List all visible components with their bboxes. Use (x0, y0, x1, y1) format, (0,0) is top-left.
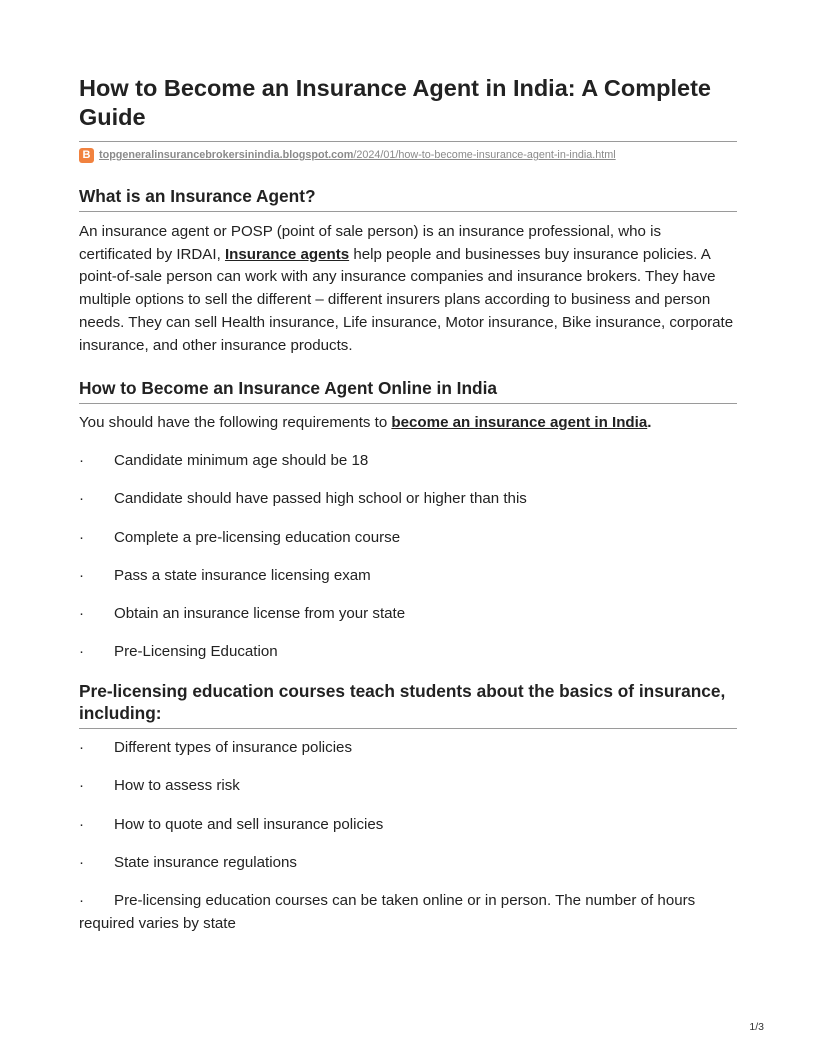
blogger-icon: B (79, 148, 94, 163)
list-item (79, 737, 737, 760)
bullet-dot: · (79, 815, 85, 833)
list-item-text: Pre-licensing education courses can be taken online or in person. The number of hours required varies by state (79, 892, 696, 932)
list-item-text: Obtain an insurance license from your state (114, 605, 406, 623)
list-item (79, 775, 737, 798)
list-item-text: State insurance regulations (114, 854, 297, 871)
list-item (79, 488, 737, 511)
bullet-dot: · (79, 605, 85, 623)
list-item-text: How to assess risk (114, 777, 240, 795)
list-item (79, 527, 737, 550)
become-agent-link[interactable]: become an insurance agent in India (391, 414, 648, 432)
paragraph-intro (79, 221, 737, 357)
source-link[interactable] (99, 149, 616, 161)
list-item (79, 814, 737, 837)
list-item-text: Complete a pre-licensing education course (114, 528, 401, 546)
bullet-dot: · (79, 854, 85, 871)
heading-prelicensing: Pre-licensing education courses teach students about the basics of insurance, including: (79, 680, 737, 729)
page-number: 1/3 (749, 1021, 764, 1033)
bullet-dot: · (79, 490, 85, 508)
list-item-text: Pass a state insurance licensing exam (114, 566, 371, 584)
bullet-dot: · (79, 892, 85, 910)
document-page (79, 74, 737, 936)
list-item (79, 565, 737, 588)
paragraph-requirements (79, 412, 737, 435)
prelicensing-list (79, 737, 737, 936)
list-item-text: Different types of insurance policies (114, 739, 352, 757)
insurance-agents-link[interactable]: Insurance agents (224, 245, 350, 263)
heading-how-to-become: How to Become an Insurance Agent Online in India (79, 377, 737, 404)
source-domain: topgeneralinsurancebrokersinindia.blogspot.com (99, 149, 354, 161)
bullet-dot: · (79, 451, 85, 469)
page-title: How to Become an Insurance Agent in India: A Complete Guide (79, 74, 737, 142)
requirements-list (79, 450, 737, 664)
list-item (79, 641, 737, 664)
bullet-dot: · (79, 643, 85, 661)
bullet-dot: · (79, 739, 85, 757)
source-line (79, 147, 737, 163)
heading-what-is-agent: What is an Insurance Agent? (79, 185, 737, 212)
bullet-dot: · (79, 566, 85, 584)
bullet-dot: · (79, 777, 85, 795)
list-item-text: Candidate minimum age should be 18 (114, 451, 369, 469)
list-item-text: Candidate should have passed high school or higher than this (114, 490, 527, 508)
list-item-text: Pre-Licensing Education (114, 643, 278, 661)
req-text-1: You should have the following requirements to (79, 414, 392, 432)
list-item (79, 890, 737, 935)
list-item (79, 603, 737, 626)
source-path: /2024/01/how-to-become-insurance-agent-in-india.html (353, 149, 616, 161)
intro-text-2: help people and businesses buy insurance policies. A point-of-sale person can work with any insurance companies and insurance brokers. They have multiple options to sell the different – different insurers plans according to business and person needs. They can sell Health insurance, Life insurance, Motor insurance, Bike insurance, corporate insurance, and other insurance products. (79, 245, 734, 354)
list-item (79, 852, 737, 875)
req-text-2: . (647, 414, 652, 432)
list-item (79, 450, 737, 473)
intro-text-1: An insurance agent or POSP (point of sale person) is an insurance professional, who is certificated by IRDAI, (79, 223, 661, 263)
bullet-dot: · (79, 528, 85, 546)
list-item-text: How to quote and sell insurance policies (114, 815, 384, 833)
